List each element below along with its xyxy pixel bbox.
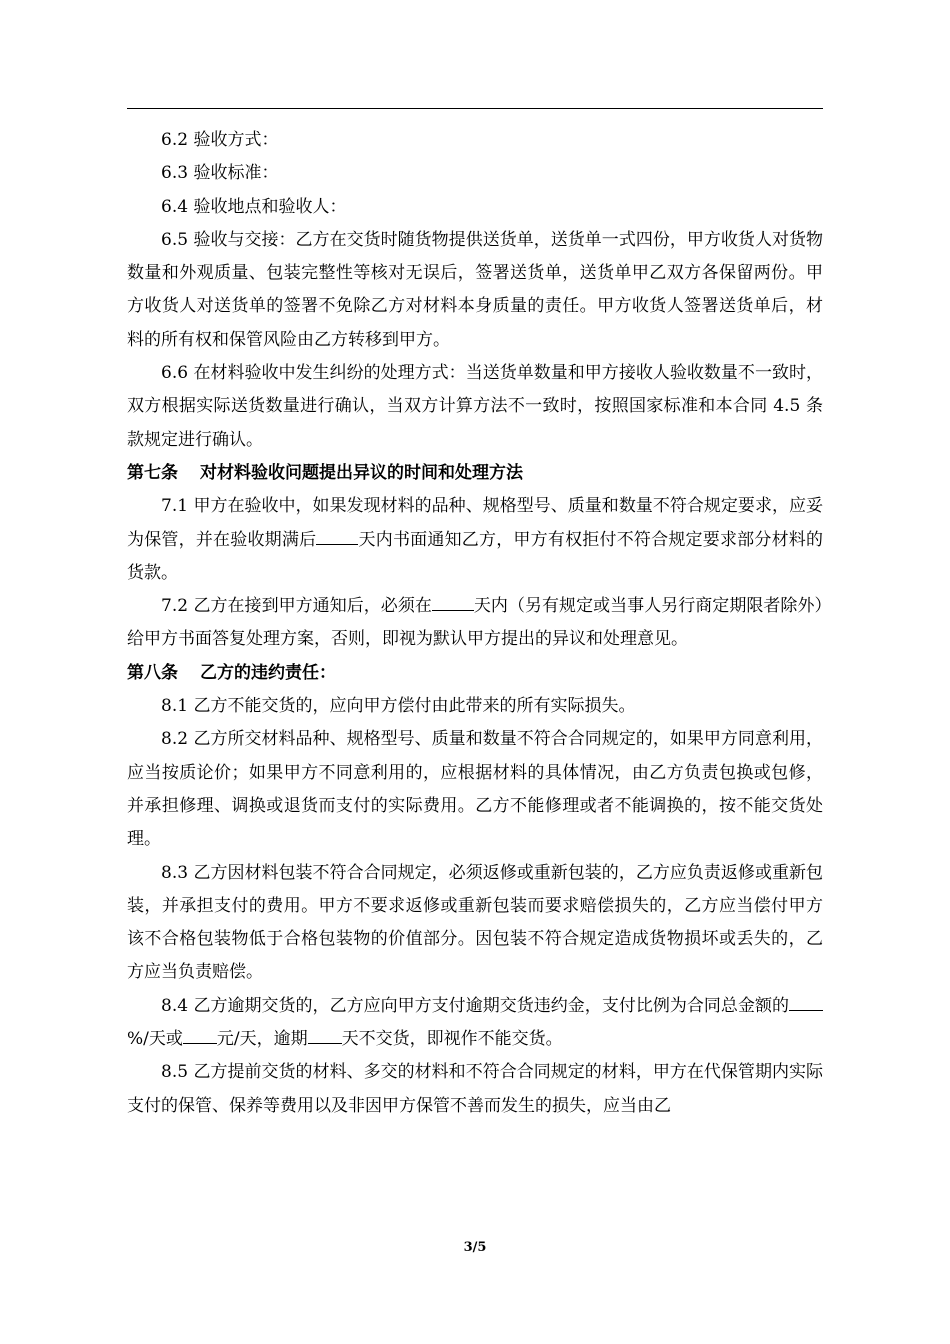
article-7-number: 第七条 — [127, 462, 178, 483]
clause-6-2: 6.2 验收方式： — [161, 130, 279, 150]
clause-6-4: 6.4 验收地点和验收人： — [161, 196, 347, 217]
clause-6-6: 6.6 在材料验收中发生纠纷的处理方式：当送货单数量和甲方接收人验收数量不一致时，双方根据实际送货数量进行确认，当双方计算方法不一致时，按照国家标准和本合同 4.5 条款规定进行确认。 — [127, 363, 823, 450]
clause-7-1-text-b: 天内书面通知乙方，甲方有权拒付不符合规定要求部分材料的货款。 — [127, 529, 824, 583]
clause-7-2-text-a: 7.2 乙方在接到甲方通知后，必须在 — [161, 596, 432, 617]
article-8-title: 乙方的违约责任： — [200, 662, 336, 683]
blank-line — [308, 1027, 342, 1044]
clause-8-4 — [127, 990, 823, 1057]
clause-8-5: 8.5 乙方提前交货的材料、多交的材料和不符合合同规定的材料，甲方在代保管期内实际支付的保管、保养等费用以及非因甲方保管不善而发生的损失，应当由乙 — [127, 1062, 823, 1116]
clause-7-1 — [127, 490, 823, 590]
clause-8-4-text-b: %/天或 — [127, 1029, 183, 1050]
clause-8-4-text-d: 天不交货，即视作不能交货。 — [341, 1029, 563, 1050]
blank-line — [316, 528, 358, 545]
clause-8-3: 8.3 乙方因材料包装不符合合同规定，必须返修或重新包装的，乙方应负责返修或重新包装，并承担支付的费用。甲方不要求返修或重新包装而要求赔偿损失的，乙方应当偿付甲方该不合格包装物低于合格包装物的价值部分。因包装不符合规定造成货物损坏或丢失的，乙方应当负责赔偿。 — [127, 862, 823, 983]
header-rule — [127, 108, 823, 109]
clause-8-2: 8.2 乙方所交材料品种、规格型号、质量和数量不符合合同规定的，如果甲方同意利用，应当按质论价；如果甲方不同意利用的，应根据材料的具体情况，由乙方负责包换或包修，并承担修理、调换或退货而支付的实际费用。乙方不能修理或者不能调换的，按不能交货处理。 — [127, 729, 823, 850]
blank-line — [183, 1027, 217, 1044]
article-7-title: 对材料验收问题提出异议的时间和处理方法 — [200, 462, 523, 483]
clause-7-2-text-b: 天内（另有规定或当事人另行商定期限者除外）给甲方书面答复处理方案，否则，即视为默认甲方提出的异议和处理意见。 — [127, 596, 823, 650]
article-8-heading — [127, 657, 823, 690]
clause-6-3: 6.3 验收标准： — [161, 163, 279, 184]
clause-8-1: 8.1 乙方不能交货的，应向甲方偿付由此带来的所有实际损失。 — [161, 696, 636, 717]
blank-line — [789, 994, 823, 1011]
clause-7-2 — [127, 590, 823, 657]
blank-line — [432, 594, 474, 611]
article-8-number: 第八条 — [127, 662, 178, 683]
clause-8-4-text-c: 元/天，逾期 — [216, 1029, 308, 1050]
page-number: 3/5 — [463, 1240, 487, 1255]
clause-8-4-text-a: 8.4 乙方逾期交货的，乙方应向甲方支付逾期交货违约金，支付比例为合同总金额的 — [161, 995, 789, 1016]
article-7-heading — [127, 457, 823, 490]
contract-body — [127, 124, 823, 1123]
clause-6-5: 6.5 验收与交接：乙方在交货时随货物提供送货单，送货单一式四份，甲方收货人对货物数量和外观质量、包装完整性等核对无误后，签署送货单，送货单甲乙双方各保留两份。甲方收货人对送货单的签署不免除乙方对材料本身质量的责任。甲方收货人签署送货单后，材料的所有权和保管风险由乙方转移到甲方。 — [127, 229, 823, 350]
clause-7-1-text-a: 7.1 甲方在验收中，如果发现材料的品种、规格型号、质量和数量不符合规定要求，应妥为保管，并在验收期满后 — [127, 496, 823, 550]
